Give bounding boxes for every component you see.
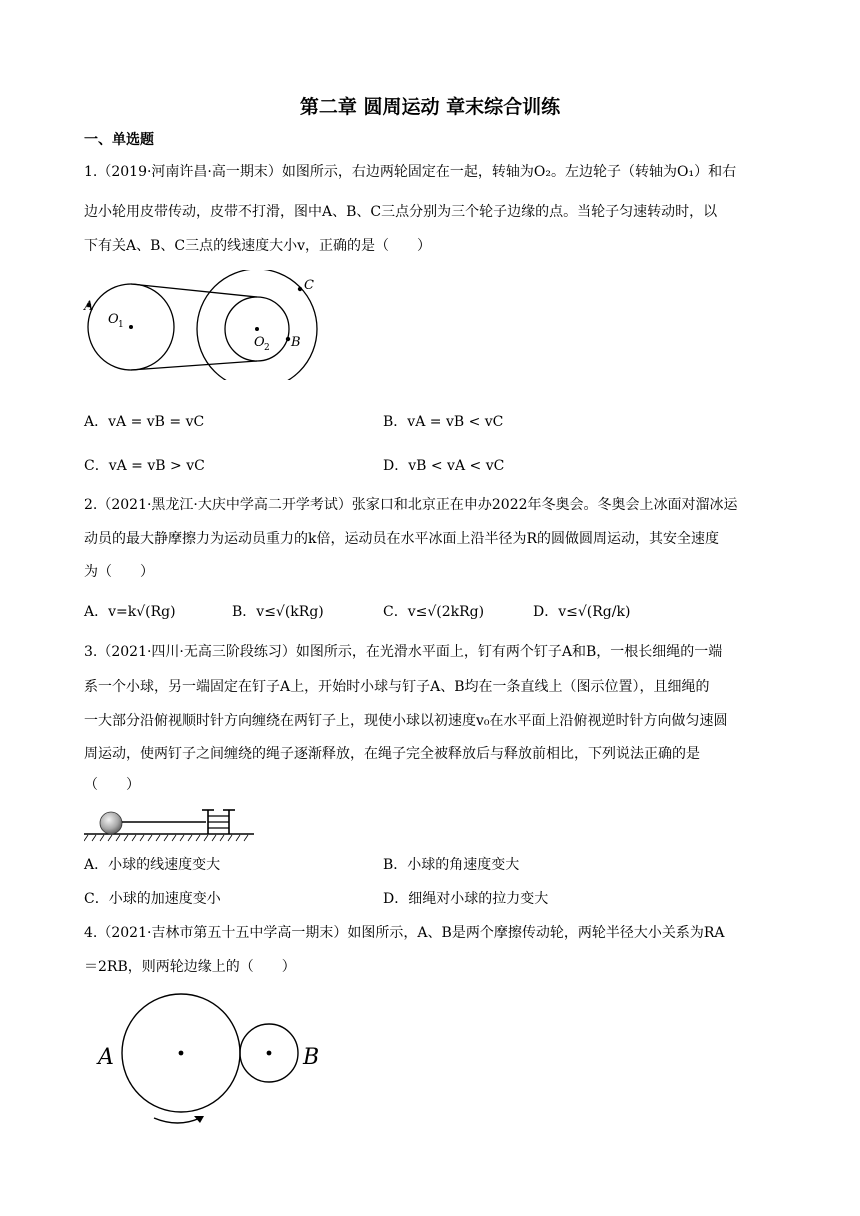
- q3-ball-nails-figure: [84, 800, 256, 846]
- q3-option-a[interactable]: A．小球的线速度变大: [84, 857, 221, 873]
- q4-label-a: A: [98, 1045, 114, 1070]
- q1-line-1: 1.（2019·河南许昌·高一期末）如图所示，右边两轮固定在一起，转轴为O₂。左边轮子（转轴为O₁）和右: [84, 164, 737, 180]
- q2-line-1: 2.（2021·黑龙江·大庆中学高二开学考试）张家口和北京正在申办2022年冬奥会。冬奥会上冰面对溜冰运: [84, 497, 738, 513]
- q3-line-3: 一大部分沿俯视顺时针方向缠绕在两钉子上，现使小球以初速度v₀在水平面上沿俯视逆时针方向做匀速圆: [84, 713, 728, 729]
- q1-label-c: C: [304, 278, 314, 293]
- page-title: 第二章 圆周运动 章末综合训练: [299, 96, 561, 118]
- q1-option-d[interactable]: D．vB < vA < vC: [383, 458, 505, 474]
- q3-line-5: （ ）: [84, 777, 140, 793]
- q2-option-a[interactable]: A．v=k√(Rg): [84, 604, 176, 620]
- q1-option-b[interactable]: B．vA = vB < vC: [383, 414, 504, 430]
- q1-label-b: B: [291, 335, 301, 350]
- q1-label-o2-sub: 2: [264, 343, 270, 353]
- q3-option-d[interactable]: D．细绳对小球的拉力变大: [383, 891, 549, 907]
- q3-line-1: 3.（2021·四川·无高三阶段练习）如图所示，在光滑水平面上，钉有两个钉子A和B，一根长细绳的一端: [84, 644, 723, 660]
- q2-option-d[interactable]: D．v≤√(Rg/k): [533, 604, 631, 620]
- q4-label-b: B: [303, 1045, 320, 1070]
- q1-belt-pulley-figure: [80, 270, 330, 380]
- q3-line-2: 系一个小球，另一端固定在钉子A上，开始时小球与钉子A、B均在一条直线上（图示位置），且细绳的: [84, 679, 710, 695]
- q4-line-2: ＝2RB，则两轮边缘上的（ ）: [84, 959, 296, 975]
- q1-line-3: 下有关A、B、C三点的线速度大小v，正确的是（ ）: [84, 238, 432, 254]
- q4-line-1: 4.（2021·吉林市第五十五中学高一期末）如图所示，A、B是两个摩擦传动轮，两轮半径大小关系为RA: [84, 925, 725, 941]
- section-heading: 一、单选题: [84, 132, 154, 148]
- q1-label-a: A: [84, 299, 94, 314]
- q1-label-o1-sub: 1: [118, 320, 124, 330]
- q2-option-c[interactable]: C．v≤√(2kRg): [383, 604, 485, 620]
- q2-line-2: 动员的最大静摩擦力为运动员重力的k倍，运动员在水平冰面上沿半径为R的圆做圆周运动，其安全速度: [84, 531, 720, 547]
- q3-line-4: 周运动，使两钉子之间缠绕的绳子逐渐释放，在绳子完全被释放后与释放前相比，下列说法正确的是: [84, 746, 700, 762]
- q1-label-o2: O: [254, 335, 265, 350]
- q4-friction-wheels-figure: [92, 992, 332, 1132]
- q1-option-a[interactable]: A．vA = vB = vC: [84, 414, 205, 430]
- q3-option-c[interactable]: C．小球的加速度变小: [84, 891, 221, 907]
- q3-option-b[interactable]: B．小球的角速度变大: [383, 857, 520, 873]
- q1-line-2: 边小轮用皮带传动，皮带不打滑，图中A、B、C三点分别为三个轮子边缘的点。当轮子匀速转动时，以: [84, 204, 718, 220]
- q1-label-o1: O: [108, 312, 119, 327]
- q2-option-b[interactable]: B．v≤√(kRg): [232, 604, 324, 620]
- q2-line-3: 为（ ）: [84, 564, 154, 580]
- q1-option-c[interactable]: C．vA = vB > vC: [84, 458, 205, 474]
